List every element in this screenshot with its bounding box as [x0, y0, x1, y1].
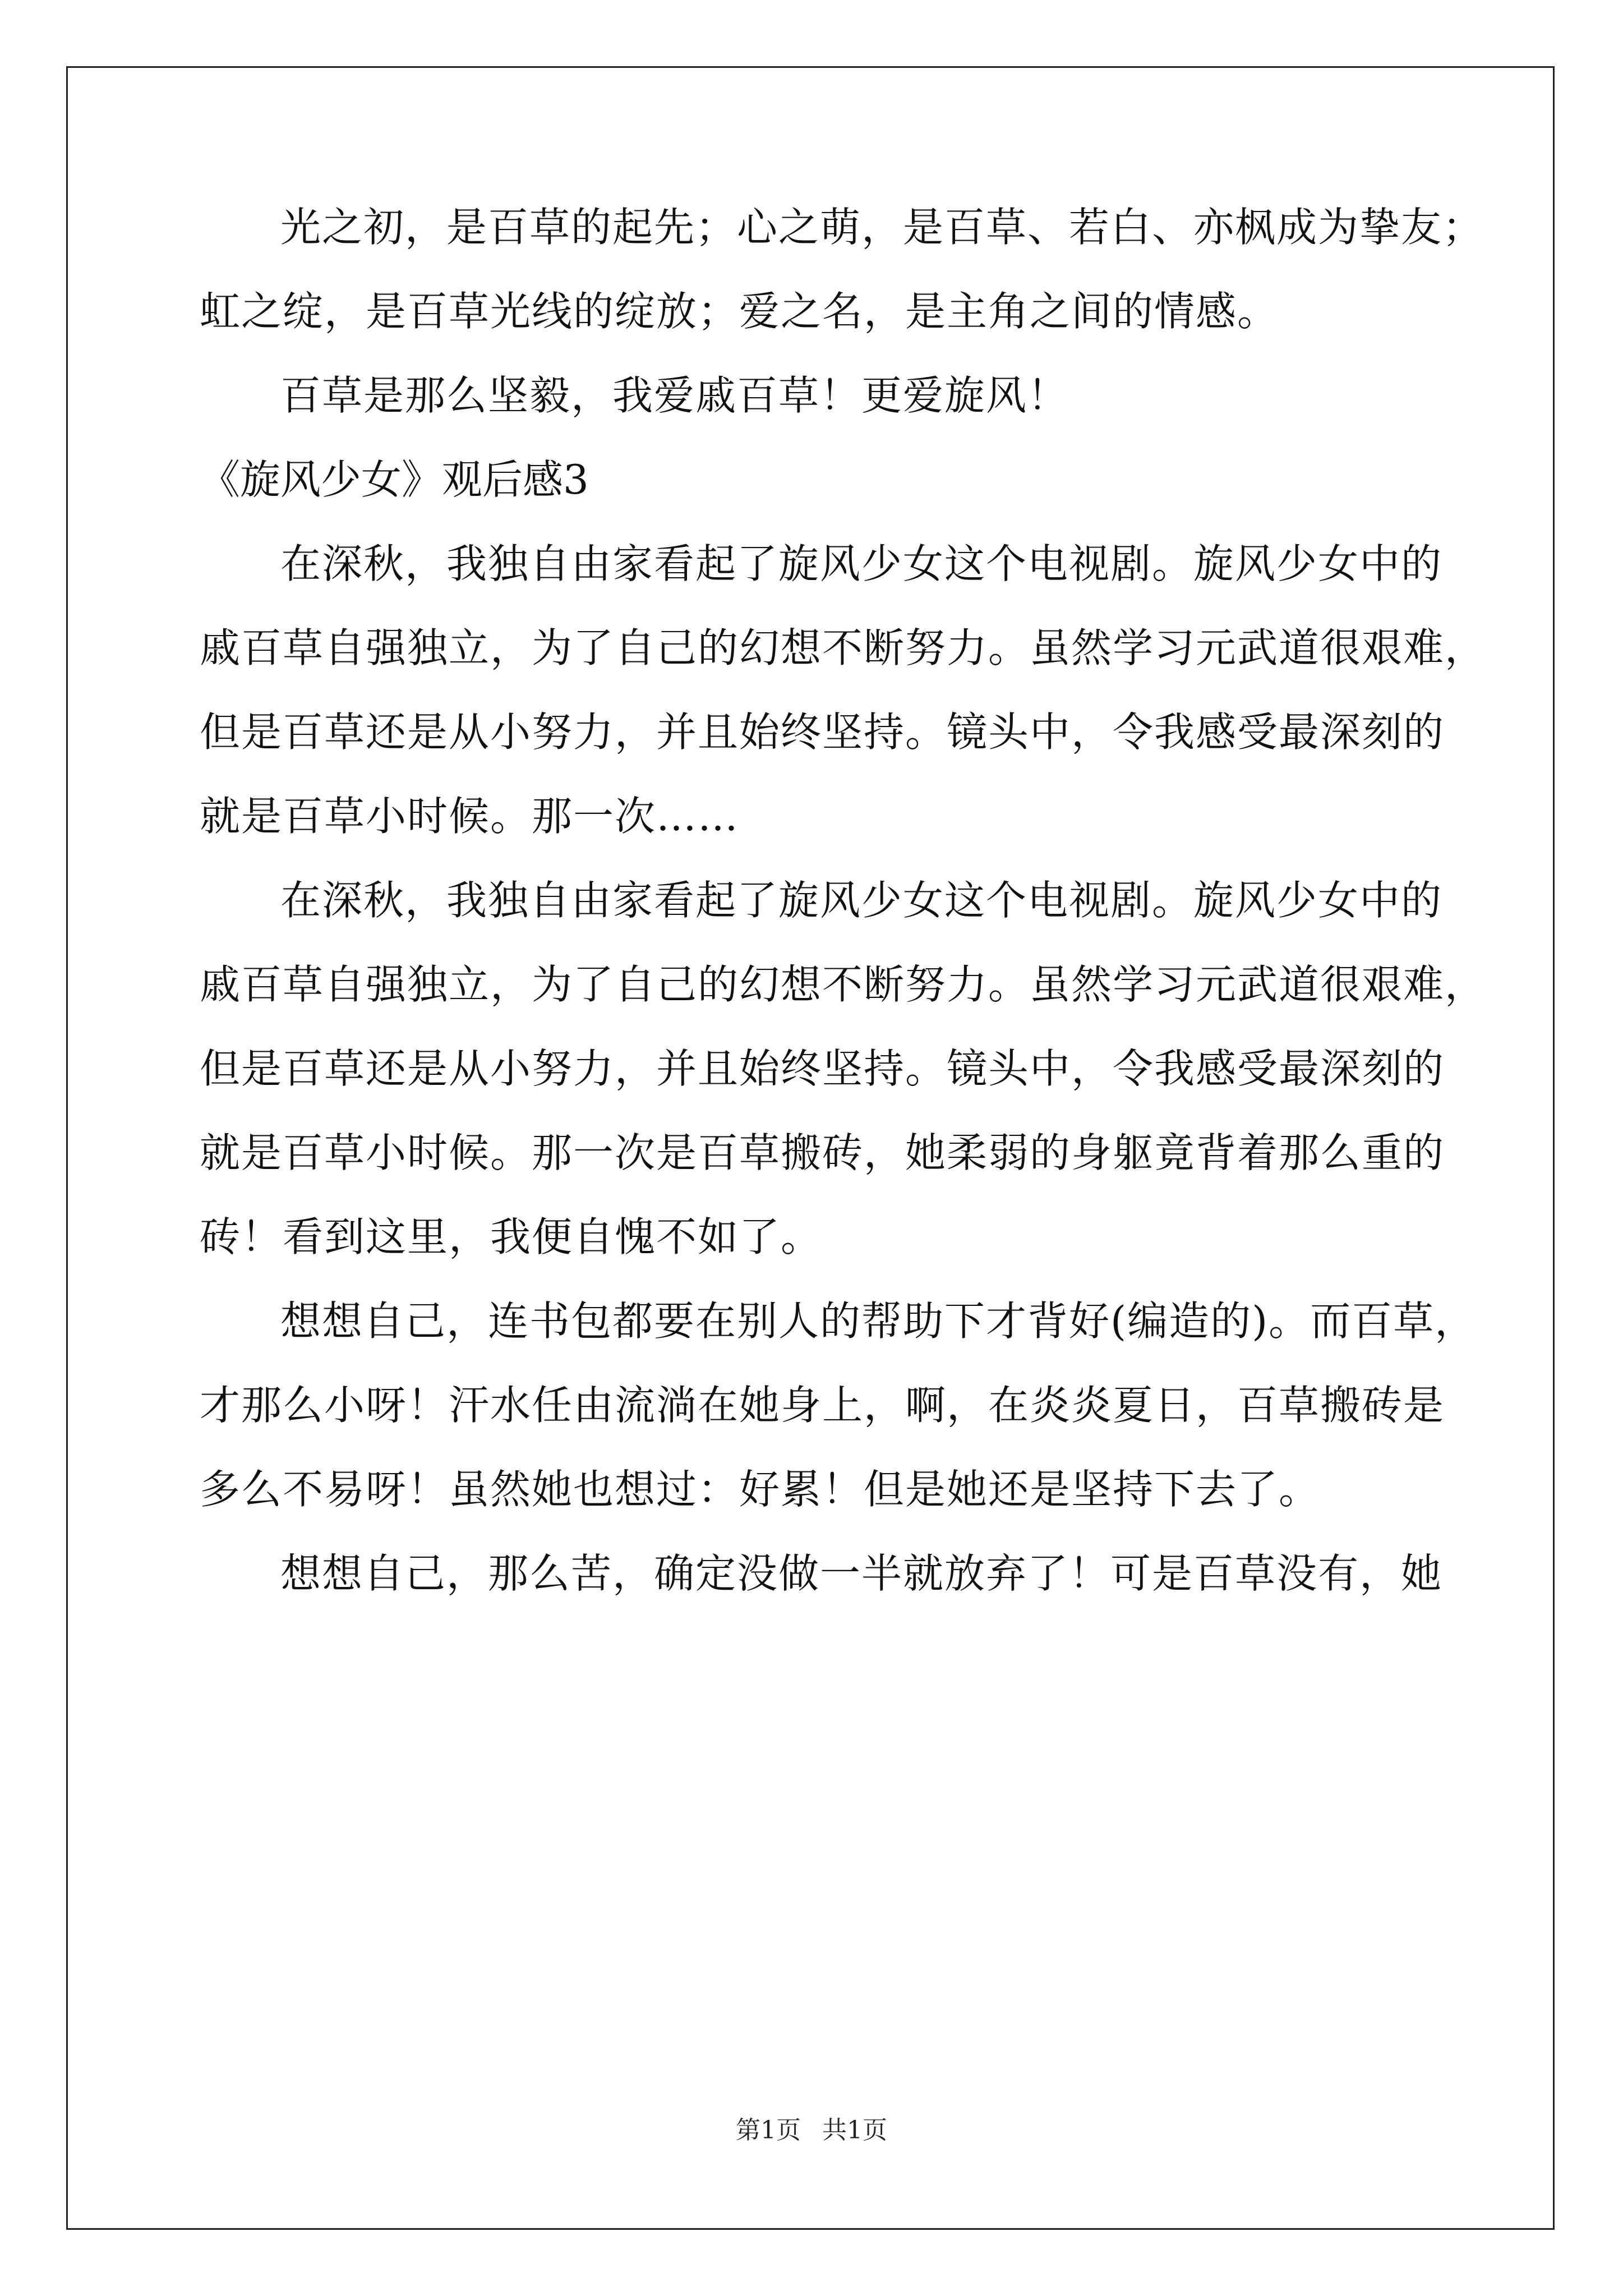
text-line: 就是百草小时候。那一次是百草搬砖，她柔弱的身躯竟背着那么重的 — [200, 1129, 1445, 1176]
section-heading: 《旋风少女》观后感3 — [200, 456, 589, 503]
page-total: 共1页 — [822, 2116, 887, 2145]
paragraph — [200, 858, 1487, 1279]
text-line: 但是百草还是从小努力，并且始终坚持。镜头中，令我感受最深刻的 — [200, 708, 1445, 756]
text-line: 在深秋，我独自由家看起了旋风少女这个电视剧。旋风少女中的 — [280, 877, 1443, 924]
text-line: 多么不易呀！虽然她也想过：好累！但是她还是坚持下去了。 — [200, 1466, 1321, 1513]
paragraph — [200, 353, 1433, 438]
paragraph — [200, 522, 1487, 858]
text-line: 就是百草小时候。那一次…… — [200, 793, 740, 840]
text-line: 百草是那么坚毅，我爱戚百草！更爱旋风！ — [280, 372, 1069, 419]
text-line: 虹之绽，是百草光线的绽放；爱之名，是主角之间的情感。 — [200, 288, 1279, 335]
text-line: 在深秋，我独自由家看起了旋风少女这个电视剧。旋风少女中的 — [280, 540, 1443, 587]
document-body — [200, 185, 1487, 1616]
paragraph — [200, 1531, 1443, 1616]
text-line: 戚百草自强独立，为了自己的幻想不断努力。虽然学习元武道很艰难， — [200, 961, 1487, 1008]
page-footer — [0, 2114, 1623, 2147]
text-line: 才那么小呀！汗水任由流淌在她身上，啊，在炎炎夏日，百草搬砖是 — [200, 1382, 1445, 1429]
text-line: 想想自己，那么苦，确定没做一半就放弃了！可是百草没有，她 — [280, 1550, 1443, 1597]
text-line: 想想自己，连书包都要在别人的帮助下才背好(编造的)。而百草， — [280, 1297, 1477, 1345]
text-line: 砖！看到这里，我便自愧不如了。 — [200, 1213, 823, 1260]
paragraph — [200, 1279, 1477, 1531]
text-line: 戚百草自强独立，为了自己的幻想不断努力。虽然学习元武道很艰难， — [200, 624, 1487, 671]
page-number: 第1页 — [736, 2116, 801, 2145]
text-line: 光之初，是百草的起先；心之萌，是百草、若白、亦枫成为挚友； — [280, 204, 1484, 251]
text-line: 但是百草还是从小努力，并且始终坚持。镜头中，令我感受最深刻的 — [200, 1045, 1445, 1092]
paragraph — [200, 185, 1484, 353]
